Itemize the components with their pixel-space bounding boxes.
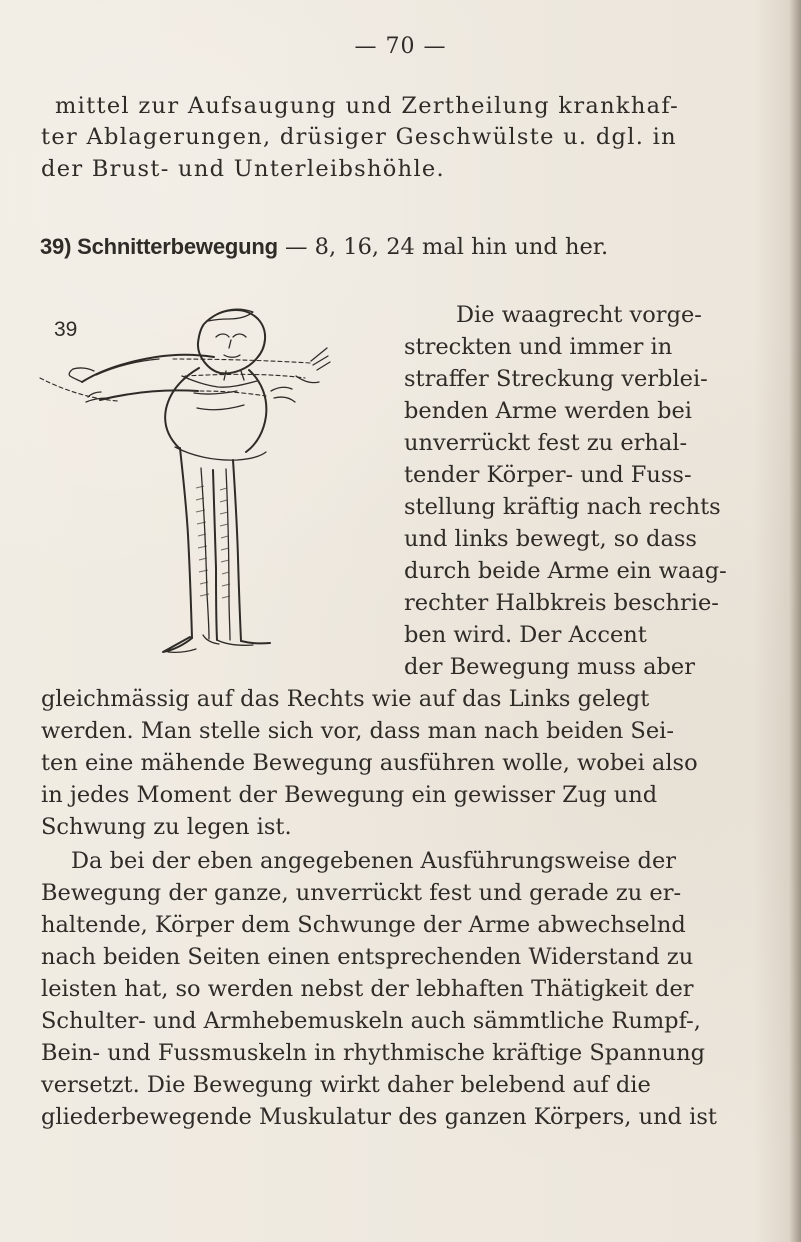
intro-line-1: mittel zur Aufsaugung und Zertheilung krankhaf- [55,93,680,119]
body-line-2: werden. Man stelle sich vor, dass man nach beiden Sei- [41,718,674,744]
body-line-12: Bein- und Fussmuskeln in rhythmische kräftige Spannung [41,1040,705,1066]
body-line-1: gleichmässig auf das Rechts wie auf das Links gelegt [41,686,650,712]
body-line-14: gliederbewegende Muskulatur des ganzen Körpers, und ist [41,1104,717,1130]
side-text-line-4: benden Arme werden bei [404,398,692,424]
body-line-7: Bewegung der ganze, unverrückt fest und gerade zu er- [41,880,682,906]
figure-label: 39 [54,318,78,341]
section-title: 39) Schnitterbewegung [40,234,278,259]
side-text-line-11: ben wird. Der Accent [404,622,647,648]
intro-line-2: ter Ablagerungen, drüsiger Geschwülste u. dgl. in [41,124,677,150]
body-line-8: haltende, Körper dem Schwunge der Arme abwechselnd [41,912,686,938]
side-text-line-6: tender Körper- und Fuss- [404,462,692,488]
side-text-line-8: und links bewegt, so dass [404,526,697,552]
side-text-line-5: unverrückt fest zu erhal- [404,430,688,456]
figure-torso [165,368,266,460]
side-text-line-1: Die waagrecht vorge- [456,302,702,328]
body-line-6: Da bei der eben angegebenen Ausführungsweise der [71,848,677,874]
body-line-10: leisten hat, so werden nebst der lebhaften Thätigkeit der [41,976,694,1002]
figure-arms-swinging [30,288,360,678]
side-text-line-10: rechter Halbkreis beschrie- [404,590,719,616]
page-edge-shadow [789,0,801,1242]
figure-legs [180,448,241,641]
body-line-9: nach beiden Seiten einen entsprechenden Widerstand zu [41,944,694,970]
side-text-line-12: der Bewegung muss aber [404,654,695,680]
page-number: — 70 — [354,34,447,59]
section-heading [40,236,608,259]
side-text-line-3: straffer Streckung verblei- [404,366,708,392]
body-line-3: ten eine mähende Bewegung ausführen wolle, wobei also [41,750,698,776]
illustration-figure-39 [30,288,360,678]
body-line-4: in jedes Moment der Bewegung ein gewisser Zug und [41,782,658,808]
section-rest: — 8, 16, 24 mal hin und her. [277,234,609,260]
side-text-line-2: streckten und immer in [404,334,673,360]
body-line-11: Schulter- und Armhebemuskeln auch sämmtliche Rumpf-, [41,1008,701,1034]
side-text-line-7: stellung kräftig nach rechts [404,494,721,520]
intro-line-3: der Brust- und Unterleibshöhle. [41,156,446,182]
body-line-13: versetzt. Die Bewegung wirkt daher belebend auf die [41,1072,651,1098]
figure-head [198,309,265,380]
side-text-line-9: durch beide Arme ein waag- [404,558,727,584]
body-line-5: Schwung zu legen ist. [41,814,292,840]
